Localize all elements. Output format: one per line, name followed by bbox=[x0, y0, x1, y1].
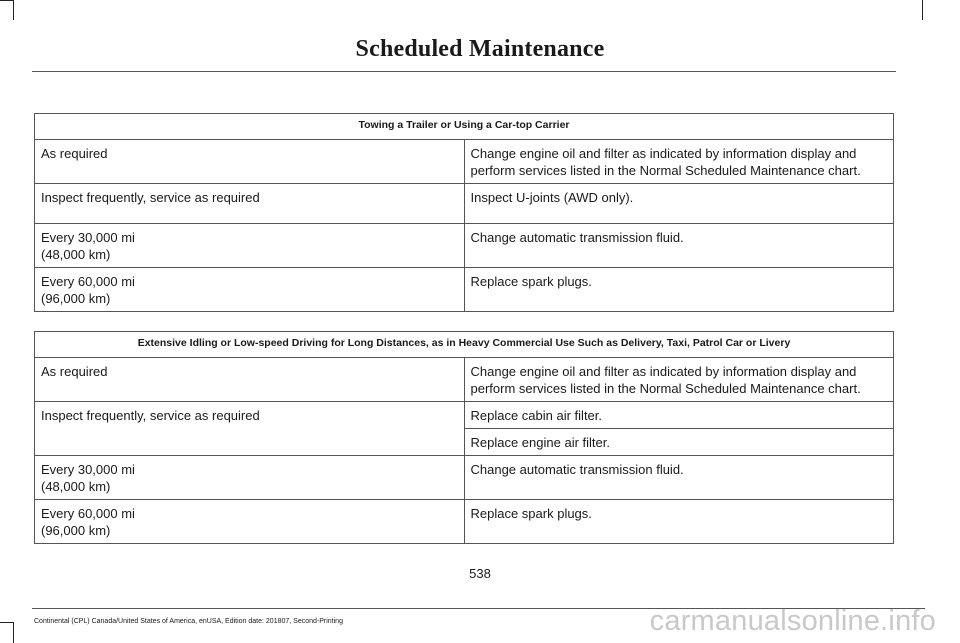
interval-distance-metric: (96,000 km) bbox=[41, 523, 111, 538]
watermark: carmanualsonline.info bbox=[649, 605, 936, 637]
crop-mark bbox=[13, 0, 14, 20]
table-row bbox=[35, 456, 894, 500]
page-title: Scheduled Maintenance bbox=[355, 36, 605, 62]
interval-cell bbox=[35, 500, 465, 544]
table-heading: Towing a Trailer or Using a Car-top Carrier bbox=[35, 114, 894, 140]
table-row bbox=[35, 358, 894, 402]
idling-maintenance-table bbox=[34, 331, 894, 544]
table-row bbox=[35, 500, 894, 544]
crop-mark bbox=[922, 0, 923, 20]
header-divider bbox=[32, 71, 896, 72]
interval-cell bbox=[35, 456, 465, 500]
service-cell: Change engine oil and filter as indicated by information display and perform services listed in the Normal Scheduled Maintenance chart. bbox=[464, 358, 894, 402]
service-cell: Change automatic transmission fluid. bbox=[464, 224, 894, 268]
service-cell: Replace spark plugs. bbox=[464, 500, 894, 544]
interval-distance-metric: (96,000 km) bbox=[41, 291, 111, 306]
service-cell: Replace spark plugs. bbox=[464, 268, 894, 312]
interval-distance: Every 30,000 mi bbox=[41, 462, 135, 477]
table-heading: Extensive Idling or Low-speed Driving for Long Distances, as in Heavy Commercial Use Such as Delivery, Taxi, Patrol Car or Livery bbox=[35, 332, 894, 358]
interval-cell bbox=[35, 224, 465, 268]
edition-footer: Continental (CPL) Canada/United States of America, enUSA, Edition date: 201807, Second-Printing bbox=[34, 618, 343, 625]
interval-cell bbox=[35, 268, 465, 312]
table-row bbox=[35, 224, 894, 268]
service-cell: Inspect U-joints (AWD only). bbox=[464, 184, 894, 224]
interval-distance-metric: (48,000 km) bbox=[41, 479, 111, 494]
table-row bbox=[35, 402, 894, 429]
crop-mark bbox=[0, 0, 13, 1]
interval-distance: Every 60,000 mi bbox=[41, 506, 135, 521]
interval-cell: Inspect frequently, service as required bbox=[35, 402, 465, 456]
table-row bbox=[35, 184, 894, 224]
service-cell: Change engine oil and filter as indicated by information display and perform services listed in the Normal Scheduled Maintenance chart. bbox=[464, 140, 894, 184]
interval-distance: Every 60,000 mi bbox=[41, 274, 135, 289]
crop-mark bbox=[0, 622, 13, 623]
interval-distance-metric: (48,000 km) bbox=[41, 247, 111, 262]
page-number: 538 bbox=[469, 566, 491, 581]
interval-cell: Inspect frequently, service as required bbox=[35, 184, 465, 224]
towing-maintenance-table bbox=[34, 113, 894, 312]
table-row bbox=[35, 268, 894, 312]
interval-distance: Every 30,000 mi bbox=[41, 230, 135, 245]
interval-cell: As required bbox=[35, 140, 465, 184]
service-cell: Replace cabin air filter. bbox=[464, 402, 894, 429]
table-row bbox=[35, 140, 894, 184]
crop-mark bbox=[13, 622, 14, 643]
interval-cell: As required bbox=[35, 358, 465, 402]
service-cell: Replace engine air filter. bbox=[464, 429, 894, 456]
service-cell: Change automatic transmission fluid. bbox=[464, 456, 894, 500]
